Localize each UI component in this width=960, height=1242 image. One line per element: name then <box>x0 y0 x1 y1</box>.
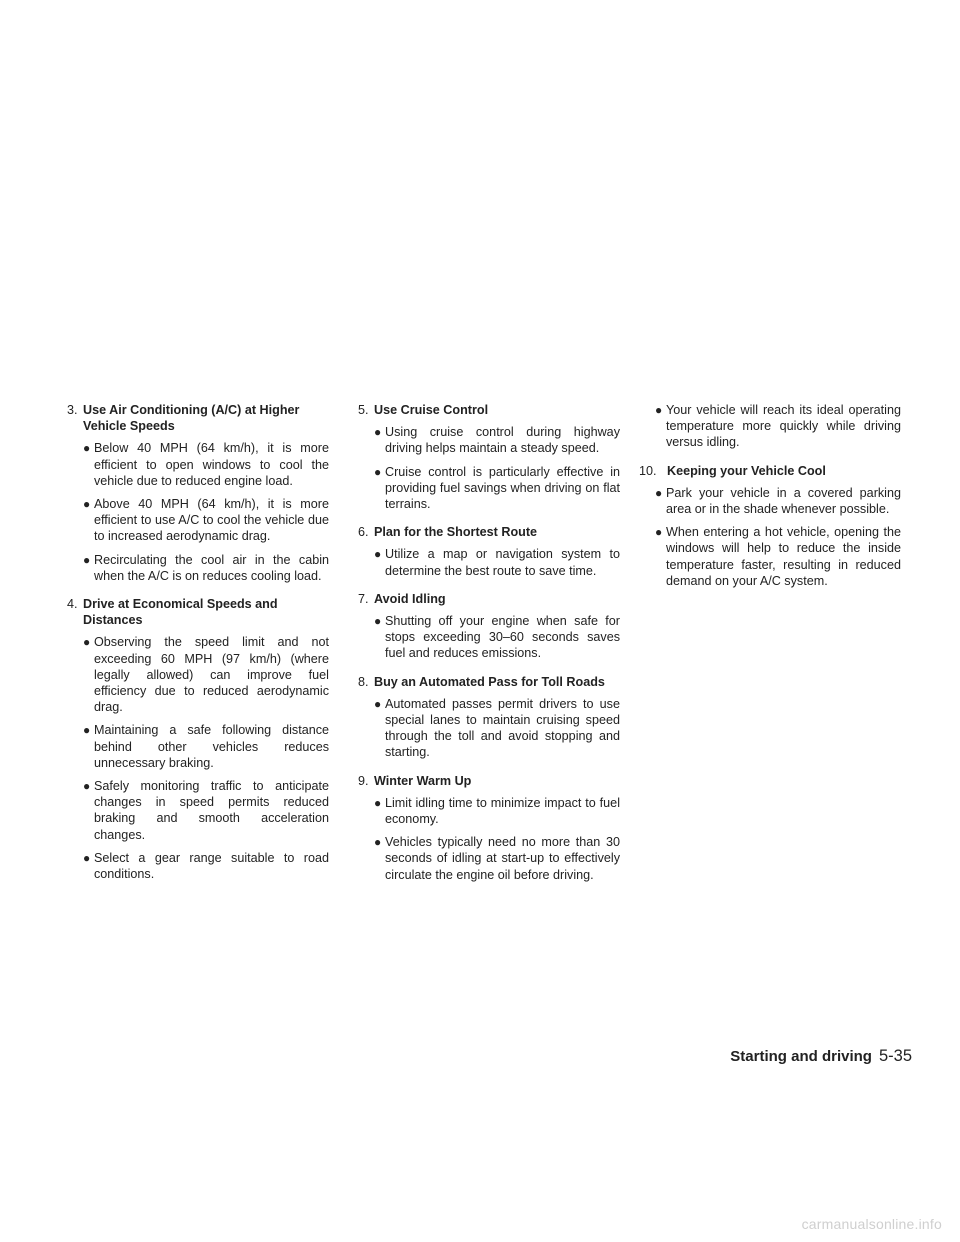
bullet-dot-icon: ● <box>655 403 663 417</box>
bullet-text: Below 40 MPH (64 km/h), it is more efficient to open windows to cool the vehicle due to reduced engine load. <box>94 441 329 488</box>
bullet-list <box>639 485 901 589</box>
bullet-dot-icon: ● <box>374 614 382 629</box>
bullet-text: Park your vehicle in a covered parking area or in the shade whenever possible. <box>666 485 901 517</box>
item-title: Keeping your Vehicle Cool <box>667 463 826 478</box>
bullet-list <box>358 795 620 883</box>
item-heading <box>358 773 620 789</box>
bullet-text: When entering a hot vehicle, opening the windows will help to reduce the inside temperature faster, resulting in reduced demand on your A/C system. <box>666 525 901 588</box>
item-title: Use Cruise Control <box>374 403 489 417</box>
bullet-list <box>67 440 329 584</box>
bullet-text: Cruise control is particularly effective in providing fuel savings when driving on flat terrains. <box>385 464 620 512</box>
bullet-text: Above 40 MPH (64 km/h), it is more efficient to use A/C to cool the vehicle due to increased aerodynamic drag. <box>94 497 329 544</box>
bullet-dot-icon: ● <box>83 497 91 512</box>
bullet-item <box>83 850 329 882</box>
bullet-item <box>83 778 329 843</box>
bullet-dot-icon: ● <box>655 525 663 540</box>
watermark-text: carmanualsonline.info <box>801 1216 942 1232</box>
item-heading <box>67 596 329 628</box>
item-number: 7. <box>358 591 369 606</box>
item-heading <box>67 402 329 434</box>
bullet-text: Automated passes permit drivers to use special lanes to maintain cruising speed through the toll and avoid stopping and starting. <box>385 696 620 760</box>
bullet-item <box>655 524 901 589</box>
item-heading <box>358 674 620 690</box>
item-number: 10. <box>639 463 657 478</box>
item-title: Avoid Idling <box>374 591 446 606</box>
list-item <box>358 591 620 662</box>
page-number: 5-35 <box>878 1047 912 1065</box>
item-heading <box>358 524 620 540</box>
column-1 <box>67 402 329 894</box>
bullet-item <box>374 424 620 456</box>
bullet-list <box>358 424 620 512</box>
bullet-dot-icon: ● <box>374 464 382 479</box>
item-number: 8. <box>358 674 369 689</box>
item-number: 9. <box>358 773 369 788</box>
bullet-item <box>655 485 901 517</box>
bullet-list <box>67 634 329 882</box>
item-number: 3. <box>67 403 78 417</box>
bullet-dot-icon: ● <box>83 850 91 865</box>
column-3 <box>639 402 901 601</box>
bullet-item <box>83 552 329 584</box>
bullet-dot-icon: ● <box>374 795 382 810</box>
bullet-list <box>358 613 620 662</box>
bullet-text: Maintaining a safe following distance behind other vehicles reduces unnecessary braking. <box>94 723 329 770</box>
list-item <box>358 674 620 761</box>
bullet-text: Safely monitoring traffic to anticipate changes in speed permits reduced braking and smooth acceleration changes. <box>94 779 329 842</box>
bullet-item <box>374 464 620 513</box>
item-number: 4. <box>67 597 78 612</box>
bullet-text: Utilize a map or navigation system to determine the best route to save time. <box>385 547 620 578</box>
bullet-text: Using cruise control during highway driving helps maintain a steady speed. <box>385 425 620 456</box>
item-title: Use Air Conditioning (A/C) at Higher Vehicle Speeds <box>83 403 300 434</box>
bullet-text: Select a gear range suitable to road conditions. <box>94 850 329 882</box>
bullet-item <box>374 546 620 578</box>
bullet-item <box>374 834 620 883</box>
bullet-item <box>83 440 329 489</box>
item-title: Drive at Economical Speeds and Distances <box>83 597 278 628</box>
item-heading <box>358 591 620 607</box>
bullet-list <box>358 696 620 761</box>
item-heading <box>358 402 620 418</box>
bullet-text: Limit idling time to minimize impact to fuel economy. <box>385 795 620 827</box>
bullet-item <box>655 402 901 451</box>
list-item <box>639 402 901 451</box>
bullet-dot-icon: ● <box>374 696 382 711</box>
bullet-text: Observing the speed limit and not exceeding 60 MPH (97 km/h) (where legally allowed) can improve fuel efficiency due to reduced aerodynamic drag. <box>94 635 329 715</box>
list-item <box>67 402 329 584</box>
item-title: Buy an Automated Pass for Toll Roads <box>374 674 605 689</box>
bullet-list <box>358 546 620 578</box>
list-item <box>67 596 329 882</box>
section-name: Starting and driving <box>730 1048 872 1065</box>
bullet-dot-icon: ● <box>83 635 91 650</box>
page-footer <box>730 1047 912 1066</box>
bullet-dot-icon: ● <box>374 425 382 440</box>
bullet-text: Vehicles typically need no more than 30 seconds of idling at start-up to effectively circulate the engine oil before driving. <box>385 835 620 882</box>
bullet-dot-icon: ● <box>83 441 91 456</box>
list-item <box>639 463 901 589</box>
list-item <box>358 524 620 579</box>
bullet-text: Your vehicle will reach its ideal operating temperature more quickly while driving versus idling. <box>666 403 901 450</box>
item-number: 6. <box>358 525 369 540</box>
bullet-dot-icon: ● <box>83 723 91 738</box>
bullet-item <box>374 795 620 827</box>
bullet-dot-icon: ● <box>655 485 663 500</box>
bullet-dot-icon: ● <box>83 552 91 567</box>
item-number: 5. <box>358 403 369 417</box>
bullet-dot-icon: ● <box>83 779 91 794</box>
bullet-text: Recirculating the cool air in the cabin when the A/C is on reduces cooling load. <box>94 552 329 583</box>
column-2 <box>358 402 620 895</box>
list-item <box>358 773 620 883</box>
item-title: Winter Warm Up <box>374 773 472 788</box>
bullet-item <box>374 696 620 761</box>
item-title: Plan for the Shortest Route <box>374 525 538 540</box>
bullet-dot-icon: ● <box>374 547 382 562</box>
list-item <box>358 402 620 512</box>
bullet-dot-icon: ● <box>374 835 382 850</box>
bullet-item <box>83 634 329 715</box>
bullet-item <box>83 722 329 771</box>
item-heading <box>639 463 901 479</box>
bullet-list <box>639 402 901 451</box>
bullet-text: Shutting off your engine when safe for stops exceeding 30–60 seconds saves fuel and reduces emissions. <box>385 614 620 661</box>
bullet-item <box>374 613 620 662</box>
bullet-item <box>83 496 329 545</box>
